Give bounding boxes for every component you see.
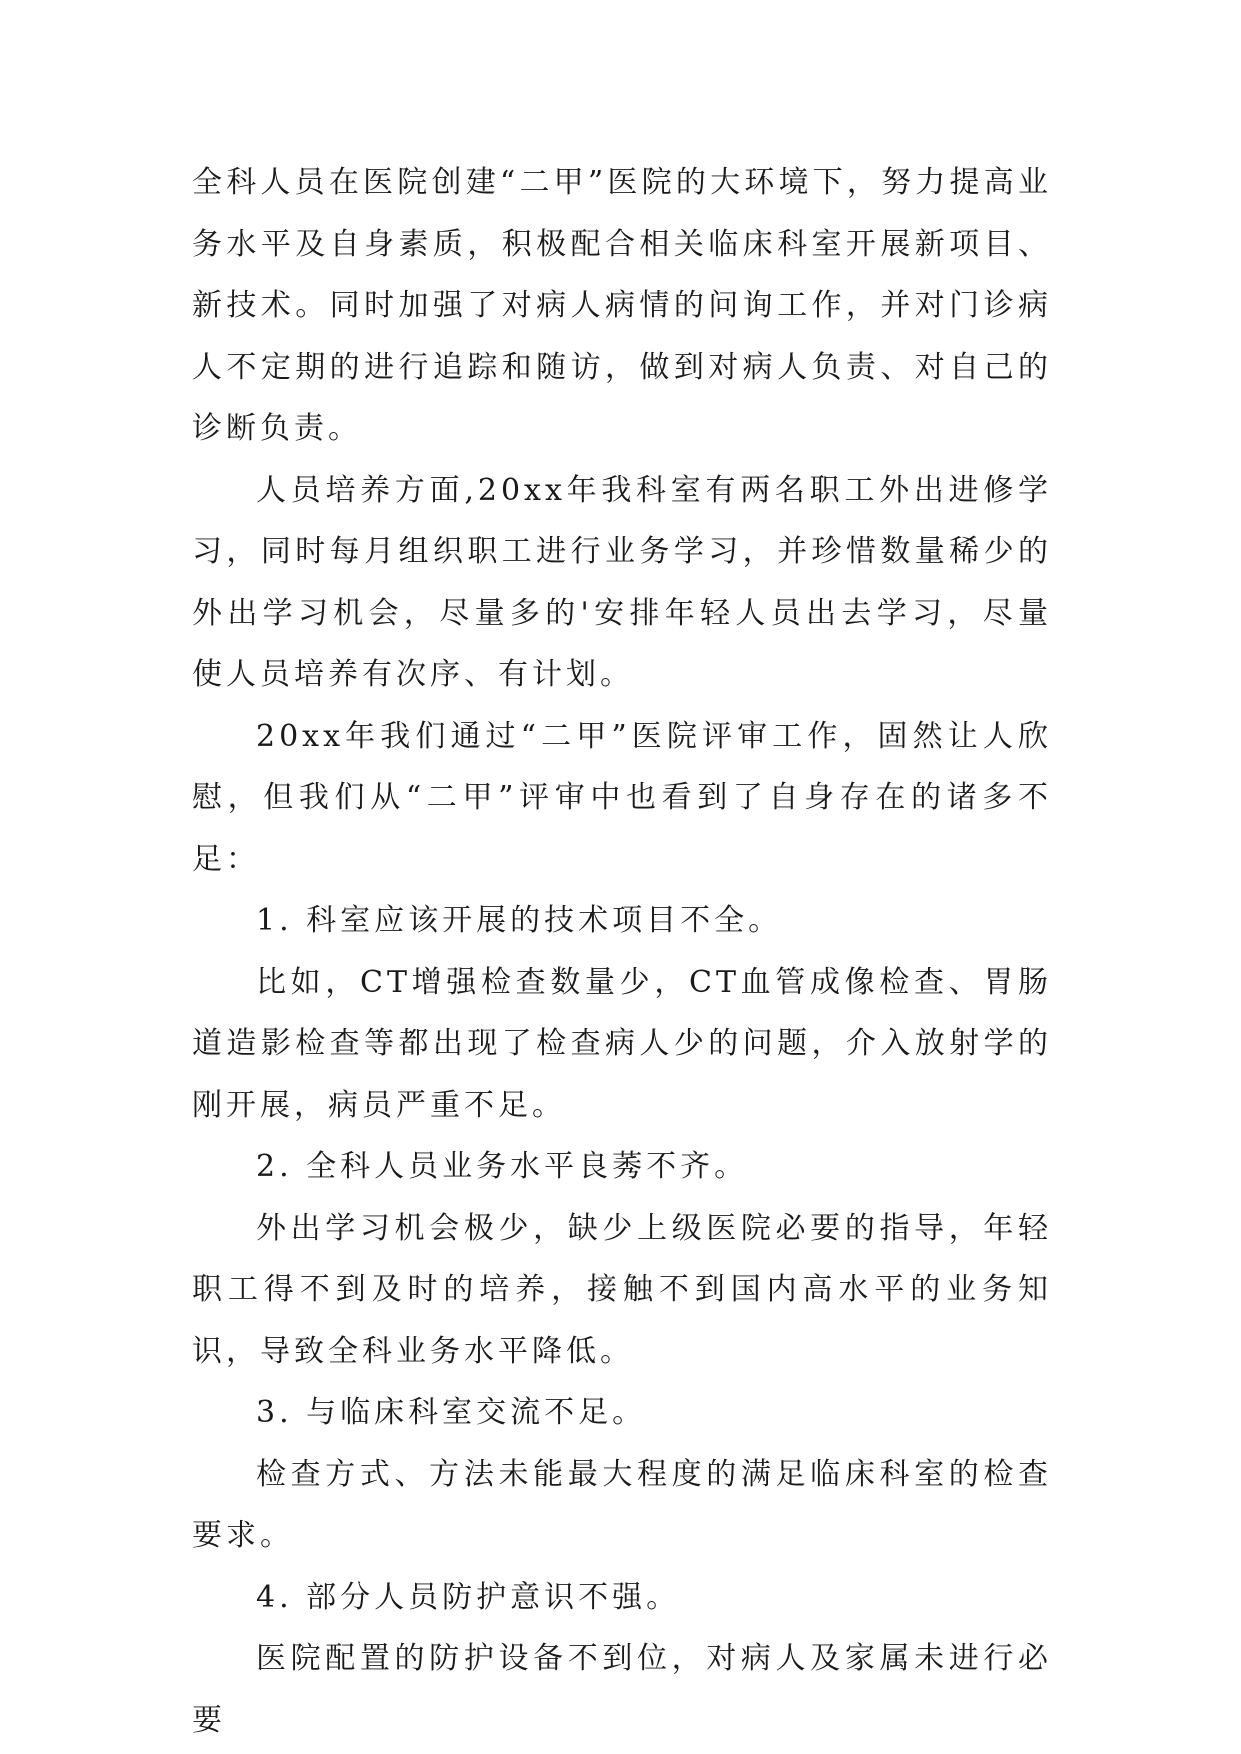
list-item-2-body: 外出学习机会极少，缺少上级医院必要的指导，年轻职工得不到及时的培养，接触不到国内高水平的业务知识，导致全科业务水平降低。 — [192, 1210, 1052, 1369]
list-item-4-heading: 4. 部分人员防护意识不强。 — [256, 1579, 681, 1615]
list-item-1-body: 比如，CT增强检查数量少，CT血管成像检查、胃肠道造影检查等都出现了检查病人少的问题，介入放射学的刚开展，病员严重不足。 — [192, 964, 1052, 1123]
paragraph-staff-training: 人员培养方面,20xx年我科室有两名职工外出进修学习，同时每月组织职工进行业务学习，并珍惜数量稀少的外出学习机会，尽量多的'安排年轻人员出去学习，尽量使人员培养有次序、有计划。 — [192, 472, 1052, 692]
list-item-3-heading: 3. 与临床科室交流不足。 — [256, 1395, 647, 1430]
list-item-2-heading: 2. 全科人员业务水平良莠不齐。 — [256, 1149, 749, 1184]
list-item-3-body: 检查方式、方法未能最大程度的满足临床科室的检查要求。 — [192, 1456, 1052, 1553]
paragraph-continuation: 全科人员在医院创建“二甲”医院的大环境下，努力提高业务水平及自身素质，积极配合相关临床科室开展新项目、新技术。同时加强了对病人病情的问询工作，并对门诊病人不定期的进行追踪和随访，做到对病人负责、对自己的诊断负责。 — [192, 165, 1052, 446]
paragraph-review-summary: 20xx年我们通过“二甲”医院评审工作，固然让人欣慰，但我们从“二甲”评审中也看到了自身存在的诸多不足： — [192, 718, 1052, 877]
list-item-4-body: 医院配置的防护设备不到位，对病人及家属未进行必要 — [192, 1641, 1052, 1738]
document-body — [192, 152, 1052, 1751]
list-item-1-heading: 1. 科室应该开展的技术项目不全。 — [256, 903, 783, 938]
